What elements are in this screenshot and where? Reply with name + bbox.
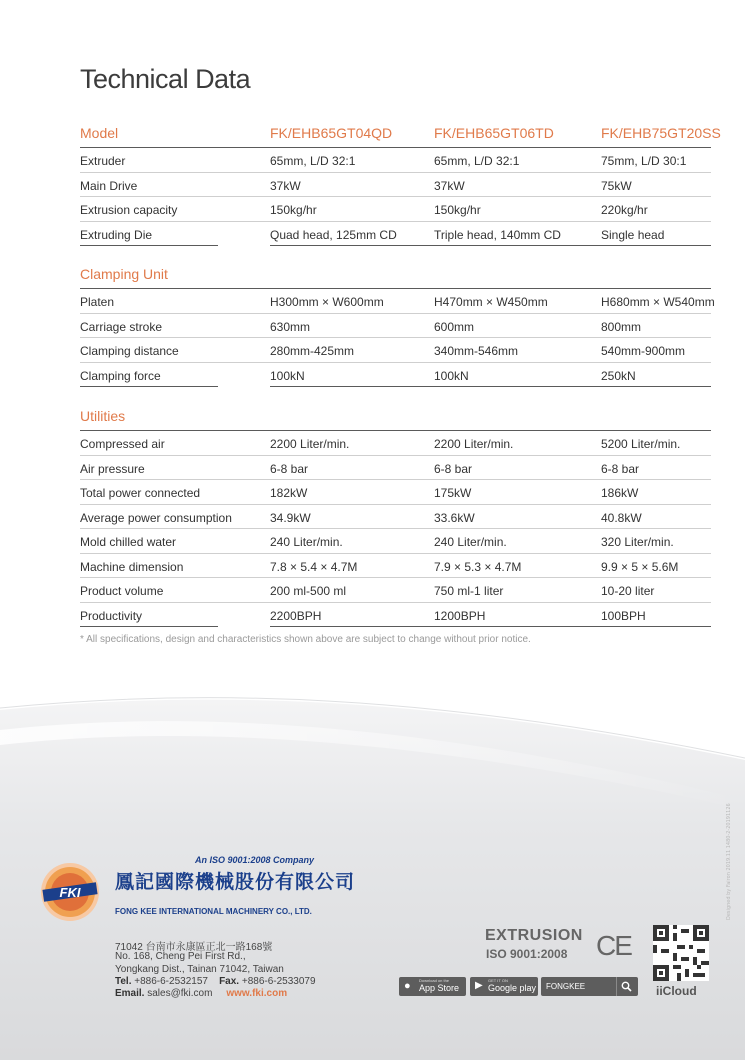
- google-play-button[interactable]: [470, 977, 538, 996]
- apple-icon: ●: [404, 980, 411, 992]
- row-label: Extruder: [80, 154, 126, 168]
- row-value: 75mm, L/D 30:1: [601, 154, 687, 168]
- search-divider: [616, 977, 617, 996]
- row-value: 2200 Liter/min.: [270, 437, 350, 451]
- row-value: 5200 Liter/min.: [601, 437, 681, 451]
- table-row: [80, 173, 711, 198]
- fax-number: +886-6-2533079: [241, 976, 316, 987]
- row-value: 750 ml-1 liter: [434, 584, 504, 598]
- row-value: 2200BPH: [270, 608, 322, 623]
- play-icon: ▶: [475, 980, 483, 991]
- search-query: FONGKEE: [546, 982, 586, 991]
- table-row: [80, 197, 711, 222]
- row-value: 220kg/hr: [601, 203, 648, 217]
- row-value: 34.9kW: [270, 510, 311, 525]
- utilities-header-row: [80, 408, 711, 431]
- row-value: 65mm, L/D 32:1: [270, 154, 356, 168]
- extrusion-label: EXTRUSION: [485, 927, 583, 944]
- contact-phone-fax: [115, 976, 316, 987]
- app-store-small-text: Download on the: [419, 978, 450, 983]
- row-value: 7.9 × 5.3 × 4.7M: [434, 559, 522, 574]
- row-value: H680mm × W540mm: [601, 295, 715, 309]
- row-value: 6-8 bar: [270, 461, 309, 476]
- row-value: 240 Liter/min.: [270, 535, 343, 549]
- company-name-en: FONG KEE INTERNATIONAL MACHINERY CO., LTD.: [115, 907, 312, 916]
- row-label: Extrusion capacity: [80, 203, 178, 217]
- qr-code-icon[interactable]: [653, 925, 709, 981]
- row-value: 65mm, L/D 32:1: [434, 154, 520, 168]
- fax-label: Fax.: [219, 976, 240, 987]
- row-value: Single head: [601, 227, 665, 242]
- app-store-text: App Store: [419, 983, 460, 993]
- row-value: 6-8 bar: [434, 461, 473, 476]
- logo-text: FKI: [59, 885, 81, 900]
- website-link[interactable]: www.fki.com: [226, 988, 288, 999]
- model-table: [80, 125, 721, 245]
- row-value: 540mm-900mm: [601, 344, 686, 358]
- model-header-col2: FK/EHB65GT06TD: [434, 125, 554, 141]
- row-value: 2200 Liter/min.: [434, 437, 514, 451]
- utilities-table: [80, 408, 711, 626]
- row-value: 100BPH: [601, 608, 646, 623]
- row-value: 37kW: [270, 178, 301, 193]
- email-address[interactable]: sales@fki.com: [147, 988, 213, 999]
- row-value: H470mm × W450mm: [434, 295, 548, 309]
- address-line-1: No. 168, Cheng Pei First Rd.,: [115, 951, 246, 962]
- row-value: Quad head, 125mm CD: [270, 227, 397, 242]
- table-row: [80, 363, 711, 387]
- model-header-label: Model: [80, 125, 119, 141]
- model-header-col1: FK/EHB65GT04QD: [270, 125, 393, 141]
- table-row: [80, 456, 711, 481]
- row-value: Triple head, 140mm CD: [434, 227, 561, 242]
- row-value: 280mm-425mm: [270, 344, 355, 358]
- google-play-text: Google play: [488, 983, 537, 993]
- row-label: Carriage stroke: [80, 319, 163, 334]
- row-label: Productivity: [80, 608, 143, 623]
- side-credit-text: Designed by Fairon 2019.11 1480-2-20191126: [726, 803, 732, 920]
- ce-mark-icon: CE: [596, 930, 631, 961]
- row-value: 630mm: [270, 319, 311, 334]
- table-row: [80, 314, 711, 339]
- row-value: 100kN: [270, 368, 305, 383]
- row-value: 33.6kW: [434, 510, 475, 525]
- model-header-row: [80, 125, 721, 148]
- google-play-small-text: GET IT ON: [488, 978, 508, 983]
- row-label: Clamping distance: [80, 344, 179, 358]
- row-label: Mold chilled water: [80, 535, 177, 549]
- table-row: [80, 529, 711, 554]
- table-row: [80, 148, 711, 173]
- clamping-table: [80, 266, 715, 386]
- company-name-cn: 鳳記國際機械股份有限公司: [115, 871, 356, 893]
- table-row: [80, 289, 715, 314]
- row-value: 340mm-546mm: [434, 344, 519, 358]
- table-row: [80, 554, 711, 579]
- disclaimer-note: * All specifications, design and characteristics shown above are subject to change without prior notice.: [80, 634, 531, 645]
- row-value: 75kW: [601, 178, 632, 193]
- row-label: Machine dimension: [80, 559, 184, 574]
- row-value: 100kN: [434, 368, 469, 383]
- row-value: 150kg/hr: [434, 203, 481, 217]
- row-value: 600mm: [434, 319, 475, 334]
- tel-label: Tel.: [115, 976, 132, 987]
- model-header-col3: FK/EHB75GT20SS: [601, 125, 721, 141]
- side-credit: [726, 760, 736, 920]
- row-label: Product volume: [80, 584, 164, 598]
- clamping-header-label: Clamping Unit: [80, 266, 168, 282]
- row-value: 800mm: [601, 319, 642, 334]
- fki-logo-icon: [40, 862, 100, 922]
- table-row: [80, 505, 711, 530]
- search-box[interactable]: [541, 977, 638, 996]
- row-value: 186kW: [601, 486, 639, 500]
- row-value: 9.9 × 5 × 5.6M: [601, 559, 679, 574]
- row-label: Platen: [80, 295, 115, 309]
- row-value: 10-20 liter: [601, 584, 655, 598]
- footer-background: [0, 690, 745, 1060]
- table-row: [80, 222, 711, 246]
- row-value: 1200BPH: [434, 608, 486, 623]
- row-value: 182kW: [270, 486, 308, 500]
- row-value: 150kg/hr: [270, 203, 317, 217]
- row-label: Air pressure: [80, 461, 145, 476]
- row-label: Compressed air: [80, 437, 165, 451]
- page-title: Technical Data: [80, 64, 251, 94]
- table-row: [80, 480, 711, 505]
- app-store-button[interactable]: [399, 977, 466, 996]
- row-value: 240 Liter/min.: [434, 535, 507, 549]
- table-row: [80, 431, 711, 456]
- row-value: 37kW: [434, 178, 465, 193]
- search-icon[interactable]: [621, 981, 632, 992]
- row-label: Main Drive: [80, 178, 138, 193]
- clamping-header-row: [80, 266, 711, 289]
- contact-email-web: [115, 988, 287, 999]
- table-row: [80, 578, 711, 603]
- table-row: [80, 338, 711, 363]
- email-label: Email.: [115, 988, 145, 999]
- row-label: Average power consumption: [80, 510, 232, 525]
- utilities-header-label: Utilities: [80, 408, 126, 424]
- row-value: 40.8kW: [601, 510, 642, 525]
- row-value: 320 Liter/min.: [601, 535, 674, 549]
- row-value: 6-8 bar: [601, 461, 640, 476]
- address-line-2: Yongkang Dist., Tainan 71042, Taiwan: [115, 964, 284, 975]
- iso-label: ISO 9001:2008: [486, 947, 568, 961]
- row-value: 250kN: [601, 368, 636, 383]
- row-label: Total power connected: [80, 486, 201, 500]
- row-label: Extruding Die: [80, 227, 153, 242]
- icloud-label: iiCloud: [656, 984, 697, 998]
- table-row: [80, 603, 711, 627]
- tel-number: +886-6-2532157: [134, 976, 208, 987]
- row-label: Clamping force: [80, 368, 161, 383]
- iso-company-tag: An ISO 9001:2008 Company: [195, 855, 315, 865]
- row-value: 175kW: [434, 486, 472, 500]
- row-value: H300mm × W600mm: [270, 295, 384, 309]
- row-value: 7.8 × 5.4 × 4.7M: [270, 559, 358, 574]
- address-cn: 71042 台南市永康區正北一路168號: [115, 942, 273, 953]
- row-value: 200 ml-500 ml: [270, 584, 347, 598]
